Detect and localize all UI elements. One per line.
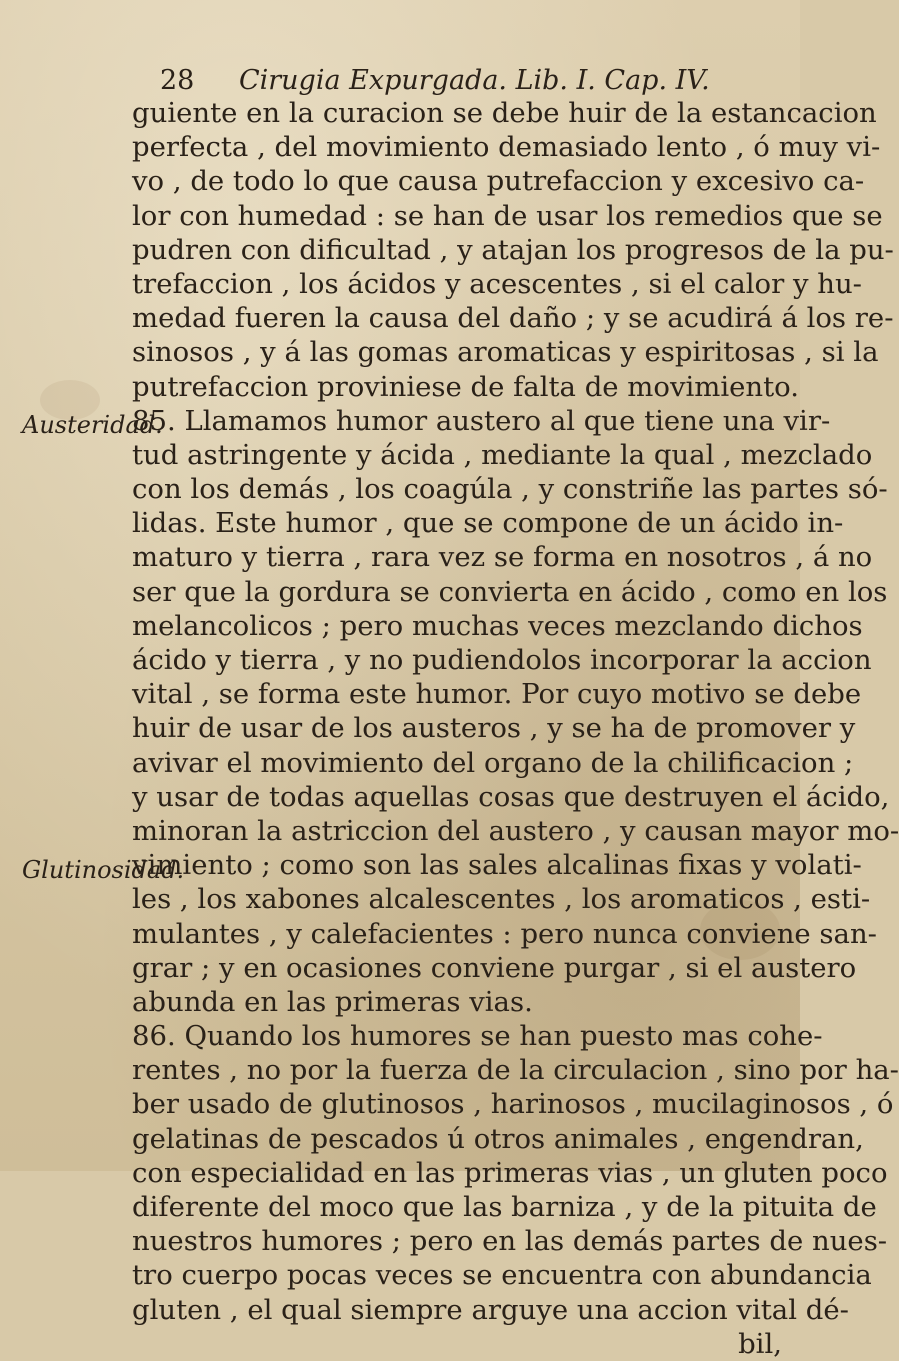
text-line: perfecta , del movimiento demasiado lento , ó muy vi- bbox=[132, 131, 881, 164]
text-line: trefaccion , los ácidos y acescentes , si el calor y hu- bbox=[132, 267, 862, 300]
text-line: vo , de todo lo que causa putrefaccion y excesivo ca- bbox=[132, 165, 865, 198]
page-number: 28 bbox=[160, 65, 195, 96]
text-line: ber usado de glutinosos , harinosos , mucilaginosos , ó bbox=[132, 1088, 894, 1121]
text-line: lidas. Este humor , que se compone de un ácido in- bbox=[132, 507, 844, 540]
text-line: melancolicos ; pero muchas veces mezclando dichos bbox=[132, 609, 863, 642]
text-line: pudren con dificultad , y atajan los progresos de la pu- bbox=[132, 233, 894, 266]
text-line: lor con humedad : se han de usar los remedios que se bbox=[132, 199, 883, 232]
text-line: maturo y tierra , rara vez se forma en nosotros , á no bbox=[132, 541, 873, 574]
text-line-catchword: bil, bbox=[738, 1327, 782, 1360]
text-line: nuestros humores ; pero en las demás partes de nues- bbox=[132, 1225, 888, 1258]
text-line: putrefaccion proviniese de falta de movimiento. bbox=[132, 370, 799, 403]
text-line: sinosos , y á las gomas aromaticas y espiritosas , si la bbox=[132, 336, 879, 369]
running-title: Cirugia Expurgada. Lib. I. Cap. IV. bbox=[238, 65, 710, 96]
text-line: y usar de todas aquellas cosas que destruyen el ácido, bbox=[132, 780, 890, 813]
text-line: rentes , no por la fuerza de la circulacion , sino por ha- bbox=[132, 1054, 899, 1087]
text-line: ser que la gordura se convierta en ácido , como en los bbox=[132, 575, 888, 608]
text-line: abunda en las primeras vias. bbox=[132, 985, 533, 1018]
text-line: diferente del moco que las barniza , y de la pituita de bbox=[132, 1191, 877, 1223]
text-line: tro cuerpo pocas veces se encuentra con abundancia bbox=[132, 1259, 872, 1292]
text-line: tud astringente y ácida , mediante la qual , mezclado bbox=[132, 438, 873, 471]
running-header bbox=[160, 64, 710, 98]
text-line: guiente en la curacion se debe huir de la estancacion bbox=[132, 97, 877, 129]
text-line: con los demás , los coagúla , y constriñe las partes só- bbox=[132, 473, 888, 506]
text-line: ácido y tierra , y no pudiendolos incorporar la accion bbox=[132, 644, 872, 676]
paragraph-86-start: 86. Quando los humores se han puesto mas cohe- bbox=[132, 1020, 823, 1053]
text-line: gluten , el qual siempre arguye una accion vital dé- bbox=[132, 1293, 849, 1326]
margin-note-austeridad: Austeridad. bbox=[22, 411, 163, 439]
text-line: vimiento ; como son las sales alcalinas fixas y volati- bbox=[132, 849, 862, 882]
text-line: minoran la astriccion del austero , y causan mayor mo- bbox=[132, 814, 899, 847]
text-line: grar ; y en ocasiones conviene purgar , si el austero bbox=[132, 951, 857, 984]
margin-note-glutinosidad: Glutinosidad. bbox=[22, 856, 185, 884]
text-line: medad fueren la causa del daño ; y se acudirá á los re- bbox=[132, 302, 894, 335]
paragraph-85-start: 85. Llamamos humor austero al que tiene una vir- bbox=[132, 404, 831, 437]
text-line: les , los xabones alcalescentes , los aromaticos , esti- bbox=[132, 883, 871, 916]
text-line: con especialidad en las primeras vias , un gluten poco bbox=[132, 1156, 888, 1189]
text-line: avivar el movimiento del organo de la chilificacion ; bbox=[132, 746, 854, 779]
text-line: vital , se forma este humor. Por cuyo motivo se debe bbox=[132, 678, 862, 711]
body-text bbox=[132, 96, 899, 1361]
text-line: huir de usar de los austeros , y se ha de promover y bbox=[132, 712, 856, 745]
text-line: mulantes , y calefacientes : pero nunca conviene san- bbox=[132, 917, 877, 950]
text-line: gelatinas de pescados ú otros animales , engendran, bbox=[132, 1122, 864, 1155]
